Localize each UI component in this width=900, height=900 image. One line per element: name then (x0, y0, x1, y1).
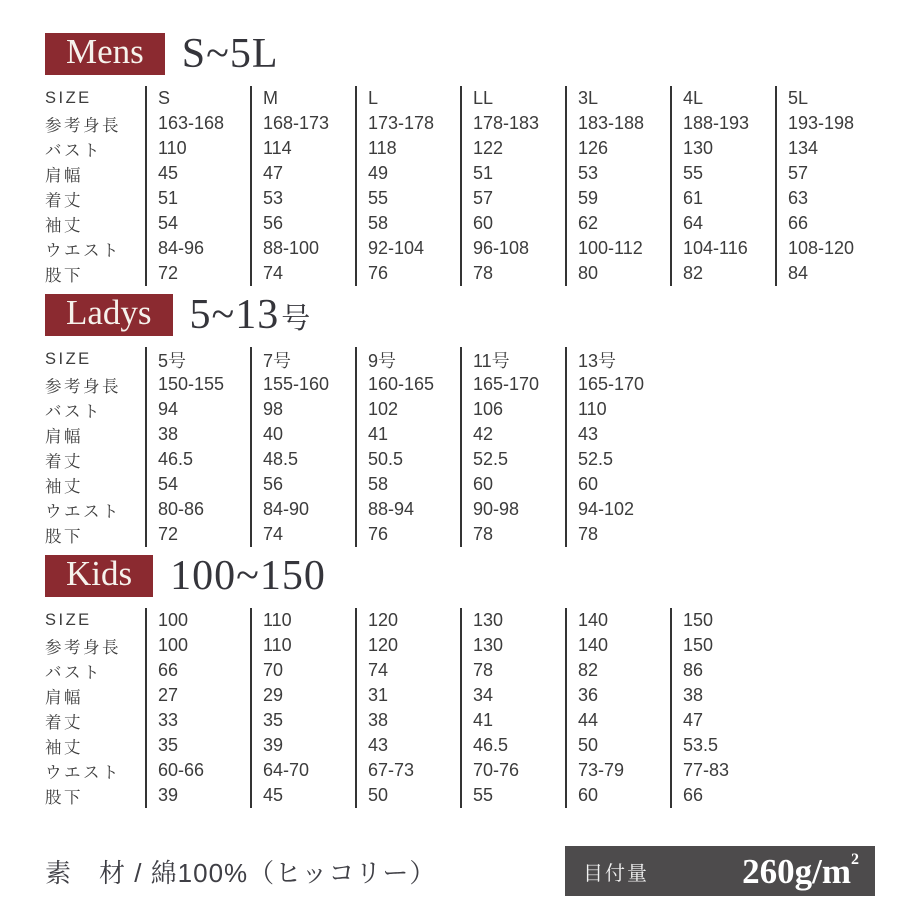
table-row (45, 86, 900, 111)
cell: 46.5 (145, 447, 250, 472)
row-label: 参考身長 (45, 116, 121, 135)
row-label: 肩幅 (45, 688, 83, 707)
cell: 188-193 (670, 111, 775, 136)
table-row (45, 261, 900, 286)
cell: 38 (670, 683, 775, 708)
cell: 150 (670, 608, 775, 633)
fabric-weight-value (742, 850, 859, 891)
ladys-badge: Ladys (45, 294, 173, 336)
cell: 48.5 (250, 447, 355, 472)
kids-badge: Kids (45, 555, 153, 597)
cell: 53.5 (670, 733, 775, 758)
cell: 47 (670, 708, 775, 733)
cell: 84-90 (250, 497, 355, 522)
row-label: 着丈 (45, 713, 83, 732)
cell: 50 (565, 733, 670, 758)
size-sections (45, 33, 900, 808)
cell: 80 (565, 261, 670, 286)
cell: 100 (145, 633, 250, 658)
cell: 54 (145, 472, 250, 497)
cell: 53 (565, 161, 670, 186)
cell: 76 (355, 522, 460, 547)
cell: 43 (565, 422, 670, 447)
cell: 4L (670, 86, 775, 111)
row-label: 股下 (45, 527, 83, 546)
table-row (45, 472, 900, 497)
cell: 78 (565, 522, 670, 547)
kids-range (170, 555, 326, 597)
table-row (45, 347, 900, 372)
table-row (45, 236, 900, 261)
cell: 63 (775, 186, 880, 211)
cell: 44 (565, 708, 670, 733)
cell: 42 (460, 422, 565, 447)
cell: 66 (670, 783, 775, 808)
row-label: バスト (45, 141, 102, 160)
row-label: バスト (45, 663, 102, 682)
cell: 29 (250, 683, 355, 708)
cell: 58 (355, 472, 460, 497)
cell: 77-83 (670, 758, 775, 783)
table-row (45, 211, 900, 236)
cell: 160-165 (355, 372, 460, 397)
mens-header (45, 33, 900, 75)
cell: 183-188 (565, 111, 670, 136)
table-row (45, 186, 900, 211)
cell: 80-86 (145, 497, 250, 522)
cell: 70-76 (460, 758, 565, 783)
cell: 98 (250, 397, 355, 422)
cell: 72 (145, 522, 250, 547)
row-label: ウエスト (45, 241, 121, 260)
cell: 110 (250, 608, 355, 633)
cell: 163-168 (145, 111, 250, 136)
cell: 7号 (250, 347, 355, 372)
cell: 110 (145, 136, 250, 161)
table-row (45, 783, 900, 808)
row-label: 袖丈 (45, 216, 83, 235)
cell: M (250, 86, 355, 111)
cell: 54 (145, 211, 250, 236)
row-label: SIZE (45, 611, 92, 629)
fabric-weight-number: 260g/m (742, 851, 851, 891)
cell: 35 (145, 733, 250, 758)
cell: 39 (145, 783, 250, 808)
fabric-weight-sup: 2 (851, 850, 859, 868)
row-label: 肩幅 (45, 427, 83, 446)
cell: 84 (775, 261, 880, 286)
cell: 114 (250, 136, 355, 161)
cell: 76 (355, 261, 460, 286)
row-label: 肩幅 (45, 166, 83, 185)
cell: 64 (670, 211, 775, 236)
cell: 55 (460, 783, 565, 808)
row-label: ウエスト (45, 502, 121, 521)
cell: 108-120 (775, 236, 880, 261)
cell: 60 (565, 783, 670, 808)
size-section-mens (45, 33, 900, 286)
cell: L (355, 86, 460, 111)
cell: 173-178 (355, 111, 460, 136)
row-label: 着丈 (45, 452, 83, 471)
cell: 84-96 (145, 236, 250, 261)
cell: 50 (355, 783, 460, 808)
size-section-ladys (45, 294, 900, 547)
table-row (45, 683, 900, 708)
cell: 5号 (145, 347, 250, 372)
cell: 57 (775, 161, 880, 186)
cell: 178-183 (460, 111, 565, 136)
cell: 9号 (355, 347, 460, 372)
cell: 106 (460, 397, 565, 422)
cell: S (145, 86, 250, 111)
cell: 72 (145, 261, 250, 286)
cell: 86 (670, 658, 775, 683)
cell: 94-102 (565, 497, 670, 522)
row-label: ウエスト (45, 763, 121, 782)
cell: 50.5 (355, 447, 460, 472)
cell: 55 (355, 186, 460, 211)
cell: 56 (250, 472, 355, 497)
cell: 82 (565, 658, 670, 683)
cell: 78 (460, 658, 565, 683)
cell: 92-104 (355, 236, 460, 261)
cell: 45 (145, 161, 250, 186)
cell: 53 (250, 186, 355, 211)
cell: 33 (145, 708, 250, 733)
table-row (45, 422, 900, 447)
cell: 47 (250, 161, 355, 186)
table-row (45, 522, 900, 547)
cell: 74 (355, 658, 460, 683)
cell: 36 (565, 683, 670, 708)
row-label: SIZE (45, 350, 92, 368)
cell: 78 (460, 522, 565, 547)
mens-range-text: S~5L (181, 31, 279, 77)
cell: 58 (355, 211, 460, 236)
table-row (45, 161, 900, 186)
row-label: 参考身長 (45, 377, 121, 396)
table-row (45, 111, 900, 136)
table-row (45, 497, 900, 522)
cell: 38 (145, 422, 250, 447)
kids-table (45, 608, 900, 808)
cell: 3L (565, 86, 670, 111)
row-label: 袖丈 (45, 477, 83, 496)
cell: 96-108 (460, 236, 565, 261)
cell: 126 (565, 136, 670, 161)
cell: 140 (565, 633, 670, 658)
cell: 130 (460, 608, 565, 633)
row-label: 着丈 (45, 191, 83, 210)
cell: 27 (145, 683, 250, 708)
table-row (45, 136, 900, 161)
cell: 56 (250, 211, 355, 236)
cell: 39 (250, 733, 355, 758)
cell: 140 (565, 608, 670, 633)
cell: 51 (460, 161, 565, 186)
cell: 52.5 (565, 447, 670, 472)
cell: 49 (355, 161, 460, 186)
cell: 43 (355, 733, 460, 758)
cell: 45 (250, 783, 355, 808)
footer (45, 846, 875, 896)
cell: 130 (670, 136, 775, 161)
cell: 64-70 (250, 758, 355, 783)
cell: 122 (460, 136, 565, 161)
cell: 74 (250, 261, 355, 286)
fabric-weight-label: 目付量 (583, 862, 649, 885)
cell: 13号 (565, 347, 670, 372)
cell: 34 (460, 683, 565, 708)
cell: 78 (460, 261, 565, 286)
cell: LL (460, 86, 565, 111)
cell: 59 (565, 186, 670, 211)
cell: 100 (145, 608, 250, 633)
ladys-range-text: 5~13 (189, 292, 280, 338)
cell: 57 (460, 186, 565, 211)
cell: 40 (250, 422, 355, 447)
row-label: 股下 (45, 266, 83, 285)
cell: 82 (670, 261, 775, 286)
cell: 62 (565, 211, 670, 236)
cell: 193-198 (775, 111, 880, 136)
material-text: 素 材 / 綿100%（ヒッコリー） (45, 857, 437, 888)
cell: 66 (145, 658, 250, 683)
cell: 155-160 (250, 372, 355, 397)
table-row (45, 372, 900, 397)
cell: 134 (775, 136, 880, 161)
cell: 168-173 (250, 111, 355, 136)
cell: 118 (355, 136, 460, 161)
cell: 41 (460, 708, 565, 733)
cell: 60-66 (145, 758, 250, 783)
cell: 150-155 (145, 372, 250, 397)
cell: 150 (670, 633, 775, 658)
table-row (45, 447, 900, 472)
cell: 61 (670, 186, 775, 211)
size-section-kids (45, 555, 900, 808)
table-row (45, 397, 900, 422)
table-row (45, 758, 900, 783)
mens-range (182, 33, 279, 75)
cell: 88-94 (355, 497, 460, 522)
cell: 70 (250, 658, 355, 683)
cell: 11号 (460, 347, 565, 372)
cell: 60 (460, 211, 565, 236)
table-row (45, 708, 900, 733)
table-row (45, 633, 900, 658)
table-row (45, 733, 900, 758)
cell: 120 (355, 633, 460, 658)
cell: 35 (250, 708, 355, 733)
cell: 110 (250, 633, 355, 658)
cell: 74 (250, 522, 355, 547)
cell: 88-100 (250, 236, 355, 261)
cell: 130 (460, 633, 565, 658)
cell: 5L (775, 86, 880, 111)
cell: 90-98 (460, 497, 565, 522)
cell: 104-116 (670, 236, 775, 261)
cell: 55 (670, 161, 775, 186)
mens-table (45, 86, 900, 286)
cell: 94 (145, 397, 250, 422)
table-row (45, 658, 900, 683)
row-label: バスト (45, 402, 102, 421)
ladys-range-suffix: 号 (281, 303, 312, 335)
ladys-table (45, 347, 900, 547)
ladys-header (45, 294, 900, 336)
cell: 60 (565, 472, 670, 497)
cell: 66 (775, 211, 880, 236)
cell: 165-170 (565, 372, 670, 397)
table-row (45, 608, 900, 633)
cell: 100-112 (565, 236, 670, 261)
ladys-range (190, 294, 312, 336)
row-label: 参考身長 (45, 638, 121, 657)
cell: 165-170 (460, 372, 565, 397)
cell: 51 (145, 186, 250, 211)
cell: 52.5 (460, 447, 565, 472)
cell: 102 (355, 397, 460, 422)
cell: 38 (355, 708, 460, 733)
row-label: SIZE (45, 89, 92, 107)
cell: 31 (355, 683, 460, 708)
row-label: 袖丈 (45, 738, 83, 757)
kids-header (45, 555, 900, 597)
cell: 73-79 (565, 758, 670, 783)
fabric-weight-box (565, 846, 875, 896)
cell: 120 (355, 608, 460, 633)
cell: 41 (355, 422, 460, 447)
mens-badge: Mens (45, 33, 165, 75)
row-label: 股下 (45, 788, 83, 807)
kids-range-text: 100~150 (170, 553, 326, 599)
cell: 60 (460, 472, 565, 497)
cell: 67-73 (355, 758, 460, 783)
cell: 46.5 (460, 733, 565, 758)
cell: 110 (565, 397, 670, 422)
